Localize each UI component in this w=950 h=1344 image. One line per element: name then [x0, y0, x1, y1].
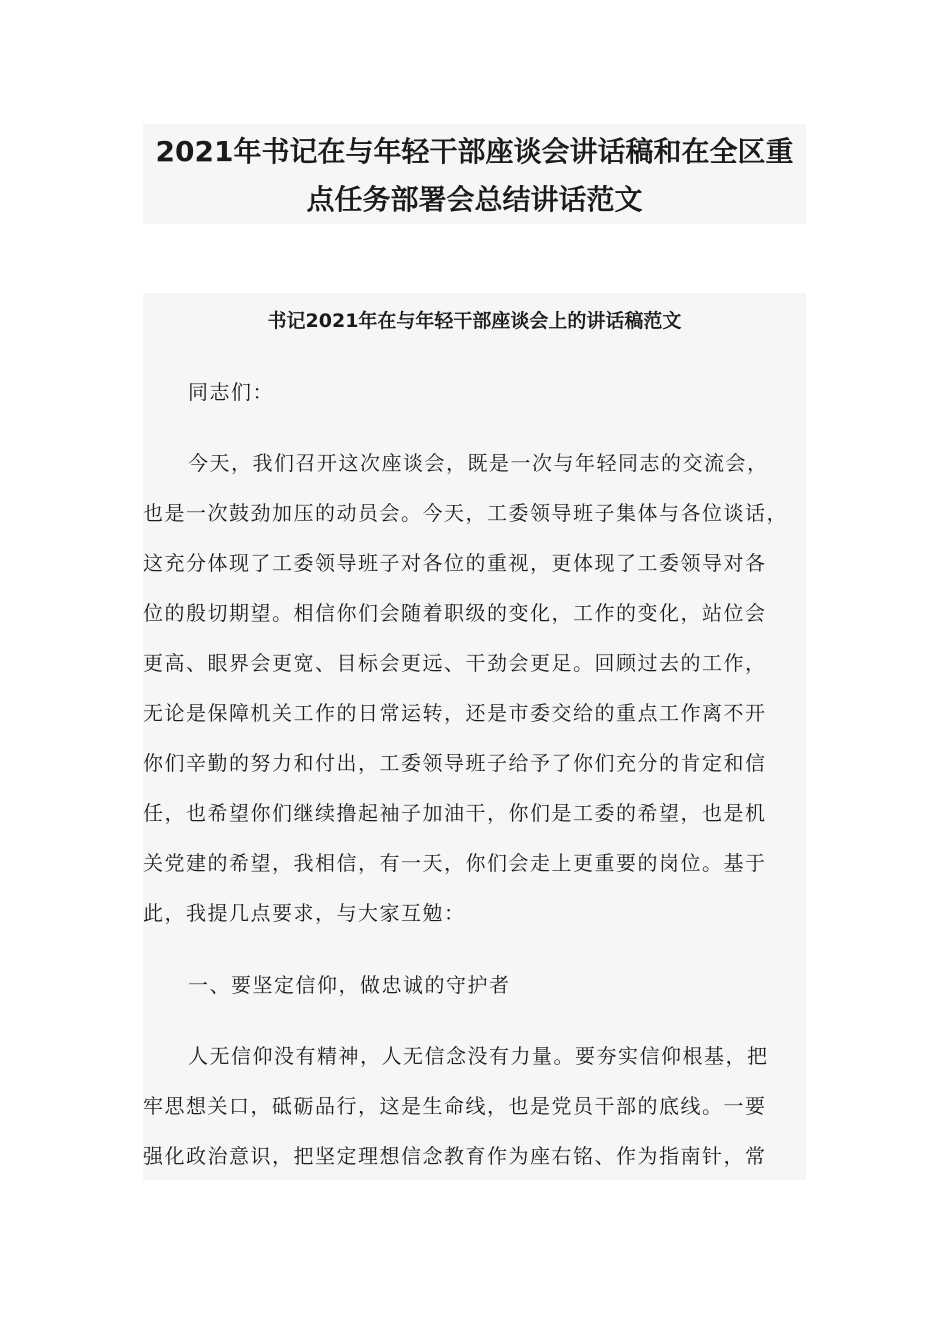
section-1-heading: 一、要坚定信仰，做忠诚的守护者: [188, 973, 511, 997]
document-title-line-1: 2021年书记在与年轻干部座谈会讲话稿和在全区重: [155, 135, 794, 168]
paragraph-2-line: 人无信仰没有精神，人无信念没有力量。要夯实信仰根基，把: [188, 1044, 769, 1068]
paragraph-2-line: 牢思想关口，砥砺品行，这是生命线，也是党员干部的底线。一要: [143, 1094, 767, 1118]
paragraph-2-line: 强化政治意识，把坚定理想信念教育作为座右铭、作为指南针，常: [143, 1144, 767, 1168]
paragraph-1-line: 这充分体现了工委领导班子对各位的重视，更体现了工委领导对各: [143, 551, 767, 575]
paragraph-1-line: 位的殷切期望。相信你们会随着职级的变化，工作的变化，站位会: [143, 601, 767, 625]
paragraph-1-line: 也是一次鼓劲加压的动员会。今天，工委领导班子集体与各位谈话，: [143, 501, 788, 525]
paragraph-2: [143, 1031, 806, 1180]
paragraph-1-line: 无论是保障机关工作的日常运转，还是市委交给的重点工作离不开: [143, 701, 767, 725]
paragraph-1-line: 关党建的希望，我相信，有一天，你们会走上更重要的岗位。基于: [143, 851, 767, 875]
paragraph-1-line: 今天，我们召开这次座谈会，既是一次与年轻同志的交流会，: [188, 451, 769, 475]
speech-subtitle: 书记2021年在与年轻干部座谈会上的讲话稿范文: [267, 310, 682, 332]
paragraph-1-line: 更高、眼界会更宽、目标会更远、干劲会更足。回顾过去的工作，: [143, 651, 767, 675]
section-1-heading-block: [143, 960, 806, 1010]
document-title: [143, 124, 806, 224]
paragraph-1-line: 你们辛勤的努力和付出，工委领导班子给予了你们充分的肯定和信: [143, 751, 767, 775]
document-title-line-2: 点任务部署会总结讲话范文: [306, 183, 643, 216]
paragraph-1: [143, 438, 806, 938]
paragraph-1-line: 此，我提几点要求，与大家互勉：: [143, 901, 466, 925]
greeting-text: 同志们：: [188, 380, 274, 404]
greeting-paragraph: [143, 367, 806, 417]
document-body: [143, 293, 806, 1180]
paragraph-1-line: 任，也希望你们继续撸起袖子加油干，你们是工委的希望，也是机: [143, 801, 767, 825]
